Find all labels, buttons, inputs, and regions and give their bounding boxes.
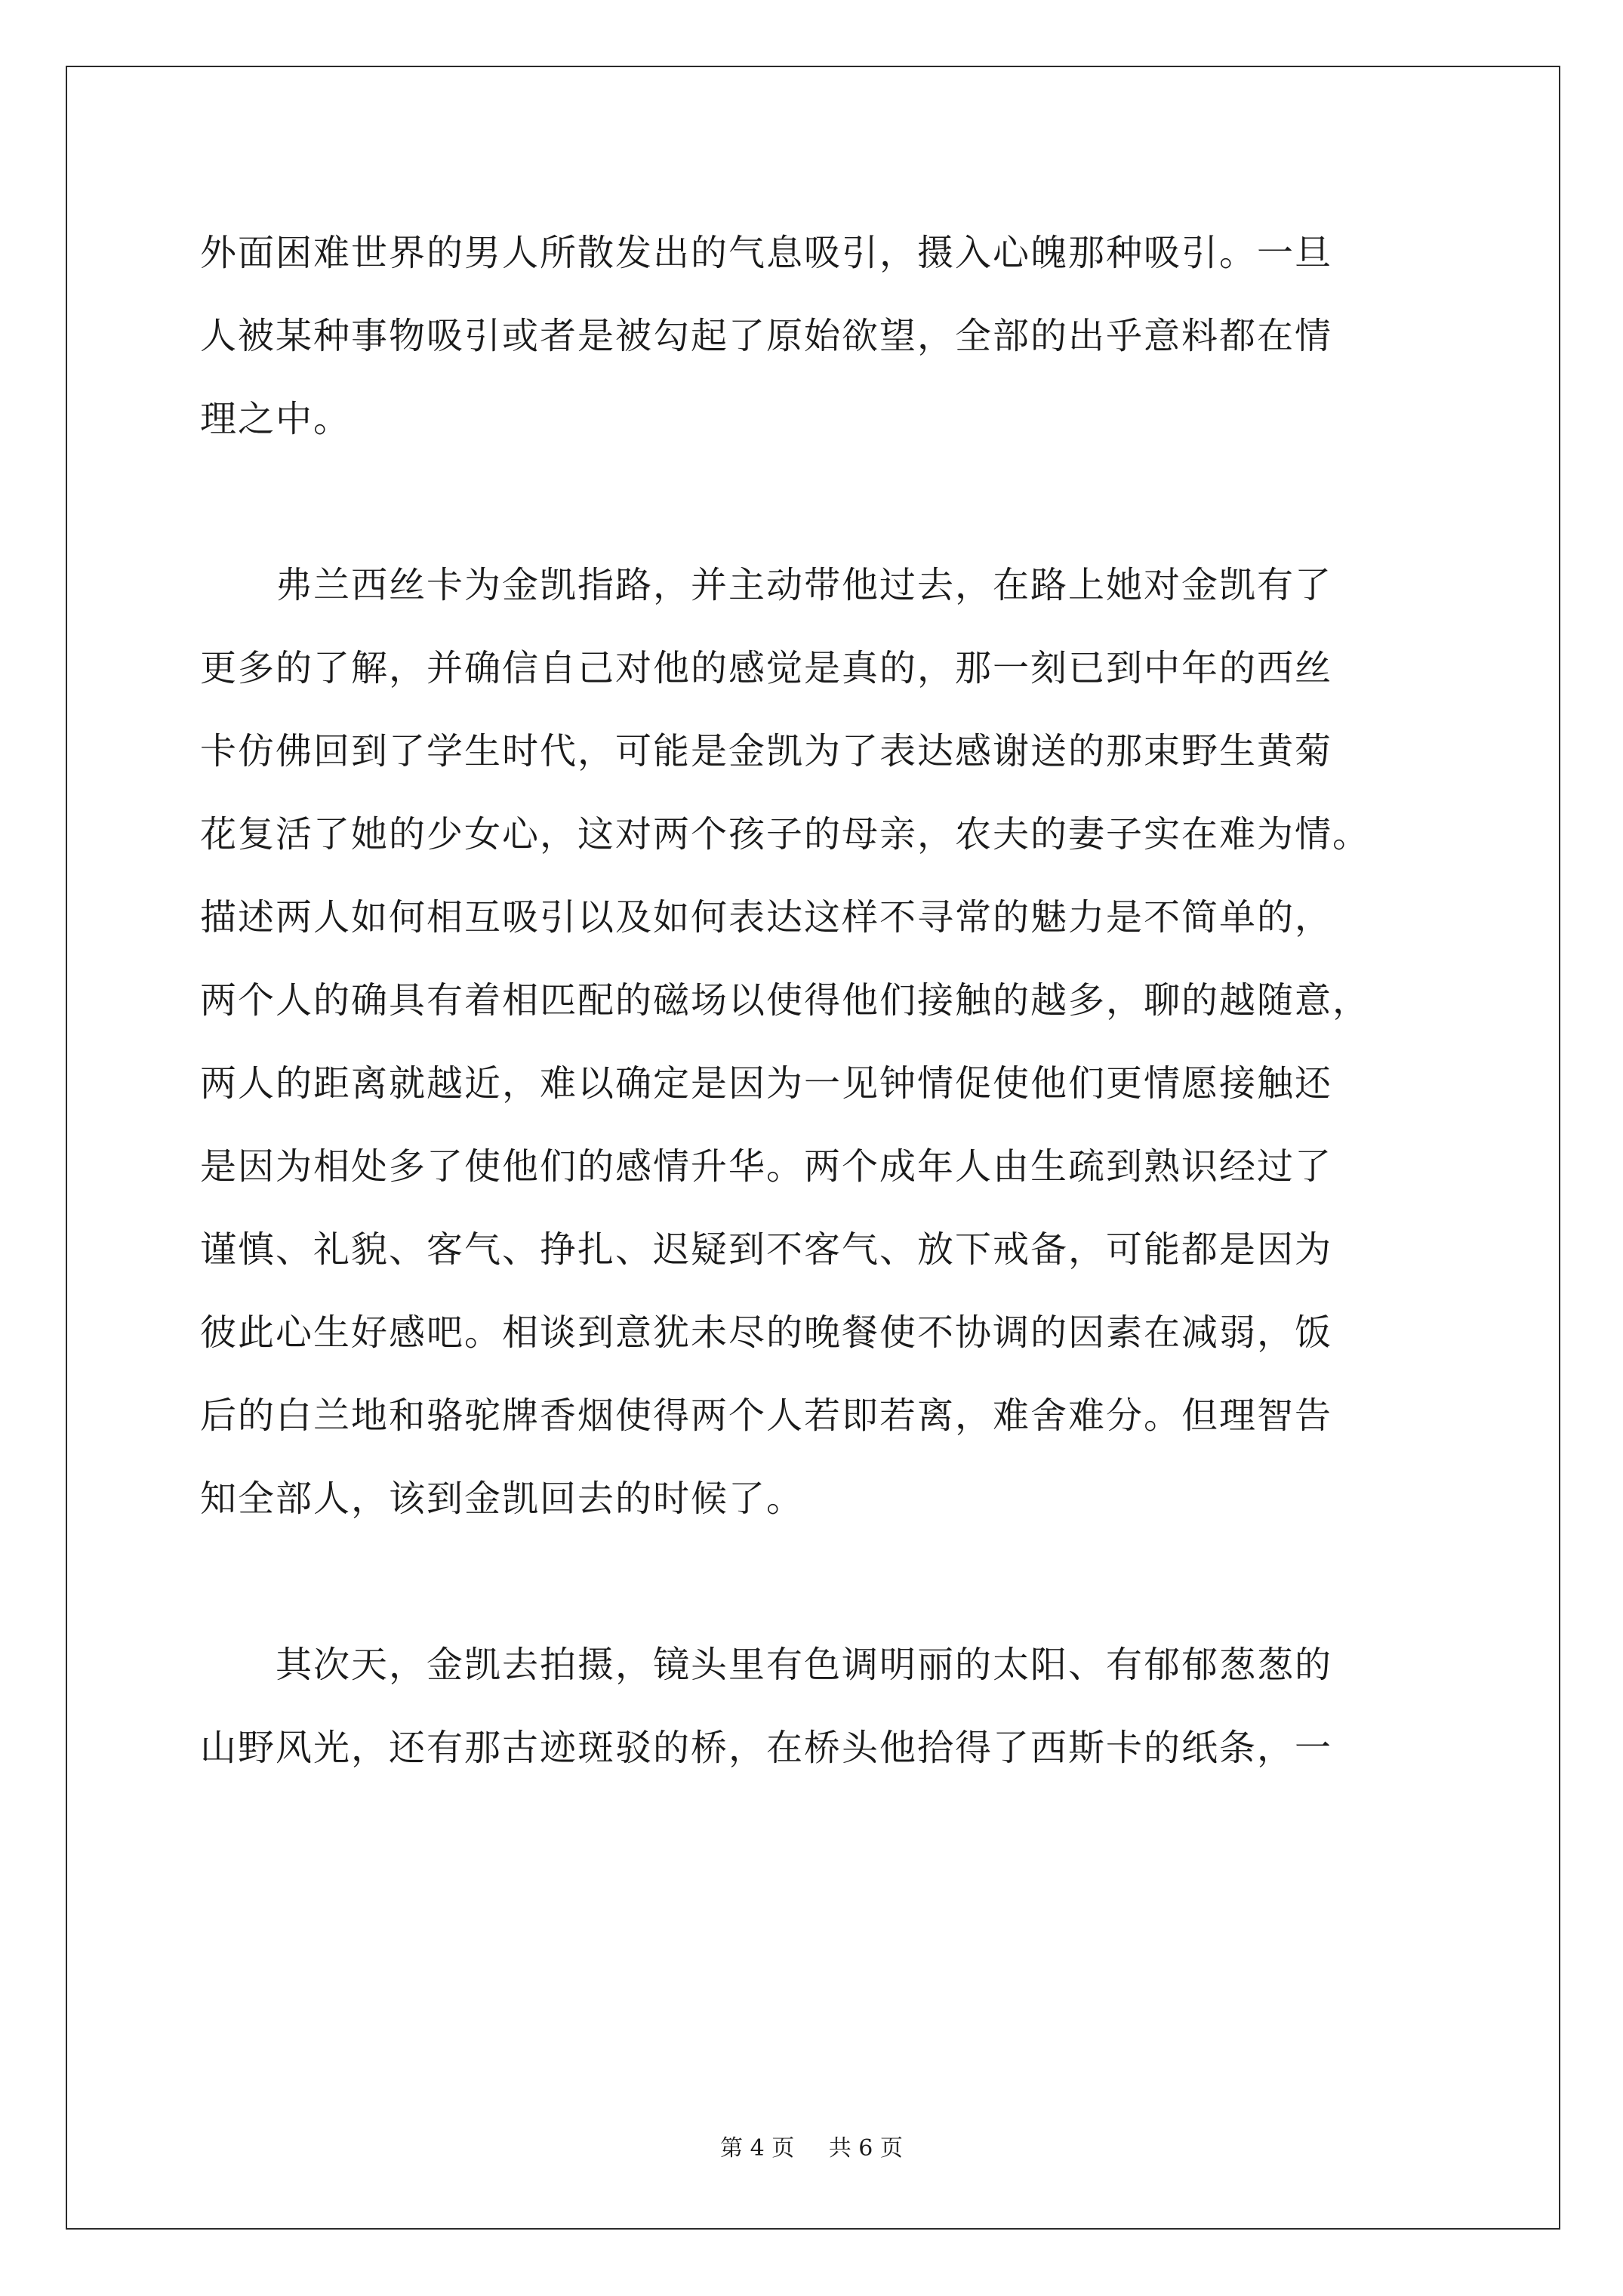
text-line: 描述两人如何相互吸引以及如何表达这样不寻常的魅力是不简单的， <box>200 896 1333 938</box>
text-line: 两个人的确具有着相匹配的磁场以使得他们接触的越多，聊的越随意， <box>200 979 1371 1022</box>
text-line: 谨慎、礼貌、客气、挣扎、迟疑到不客气、放下戒备，可能都是因为 <box>200 1228 1333 1271</box>
current-page-number: 第 4 页 <box>720 2135 795 2162</box>
text-line: 花复活了她的少女心，这对两个孩子的母亲，农夫的妻子实在难为情。 <box>200 813 1371 855</box>
text-line: 其次天，金凯去拍摄，镜头里有色调明丽的太阳、有郁郁葱葱的 <box>276 1644 1333 1686</box>
text-line: 山野风光，还有那古迹斑驳的桥，在桥头他拾得了西斯卡的纸条，一 <box>200 1727 1333 1769</box>
text-line: 彼此心生好感吧。相谈到意犹未尽的晚餐使不协调的因素在减弱，饭 <box>200 1311 1333 1354</box>
total-pages: 共 6 页 <box>828 2135 903 2162</box>
text-line: 人被某种事物吸引或者是被勾起了原始欲望，全部的出乎意料都在情 <box>200 315 1333 357</box>
text-line: 卡仿佛回到了学生时代，可能是金凯为了表达感谢送的那束野生黄菊 <box>200 730 1333 772</box>
text-line: 两人的距离就越近，难以确定是因为一见钟情促使他们更情愿接触还 <box>200 1062 1333 1105</box>
text-line: 是因为相处多了使他们的感情升华。两个成年人由生疏到熟识经过了 <box>200 1145 1333 1188</box>
document-body <box>200 211 1427 1789</box>
text-line: 理之中。 <box>200 398 352 440</box>
text-line: 弗兰西丝卡为金凯指路，并主动带他过去，在路上她对金凯有了 <box>276 564 1333 606</box>
page-footer <box>0 2129 1623 2162</box>
text-line: 外面困难世界的男人所散发出的气息吸引，摄入心魄那种吸引。一旦 <box>200 232 1333 274</box>
text-line: 更多的了解，并确信自己对他的感觉是真的，那一刻已到中年的西丝 <box>200 647 1333 689</box>
text-line: 后的白兰地和骆驼牌香烟使得两个人若即若离，难舍难分。但理智告 <box>200 1395 1333 1437</box>
text-line: 知全部人，该到金凯回去的时候了。 <box>200 1478 805 1520</box>
